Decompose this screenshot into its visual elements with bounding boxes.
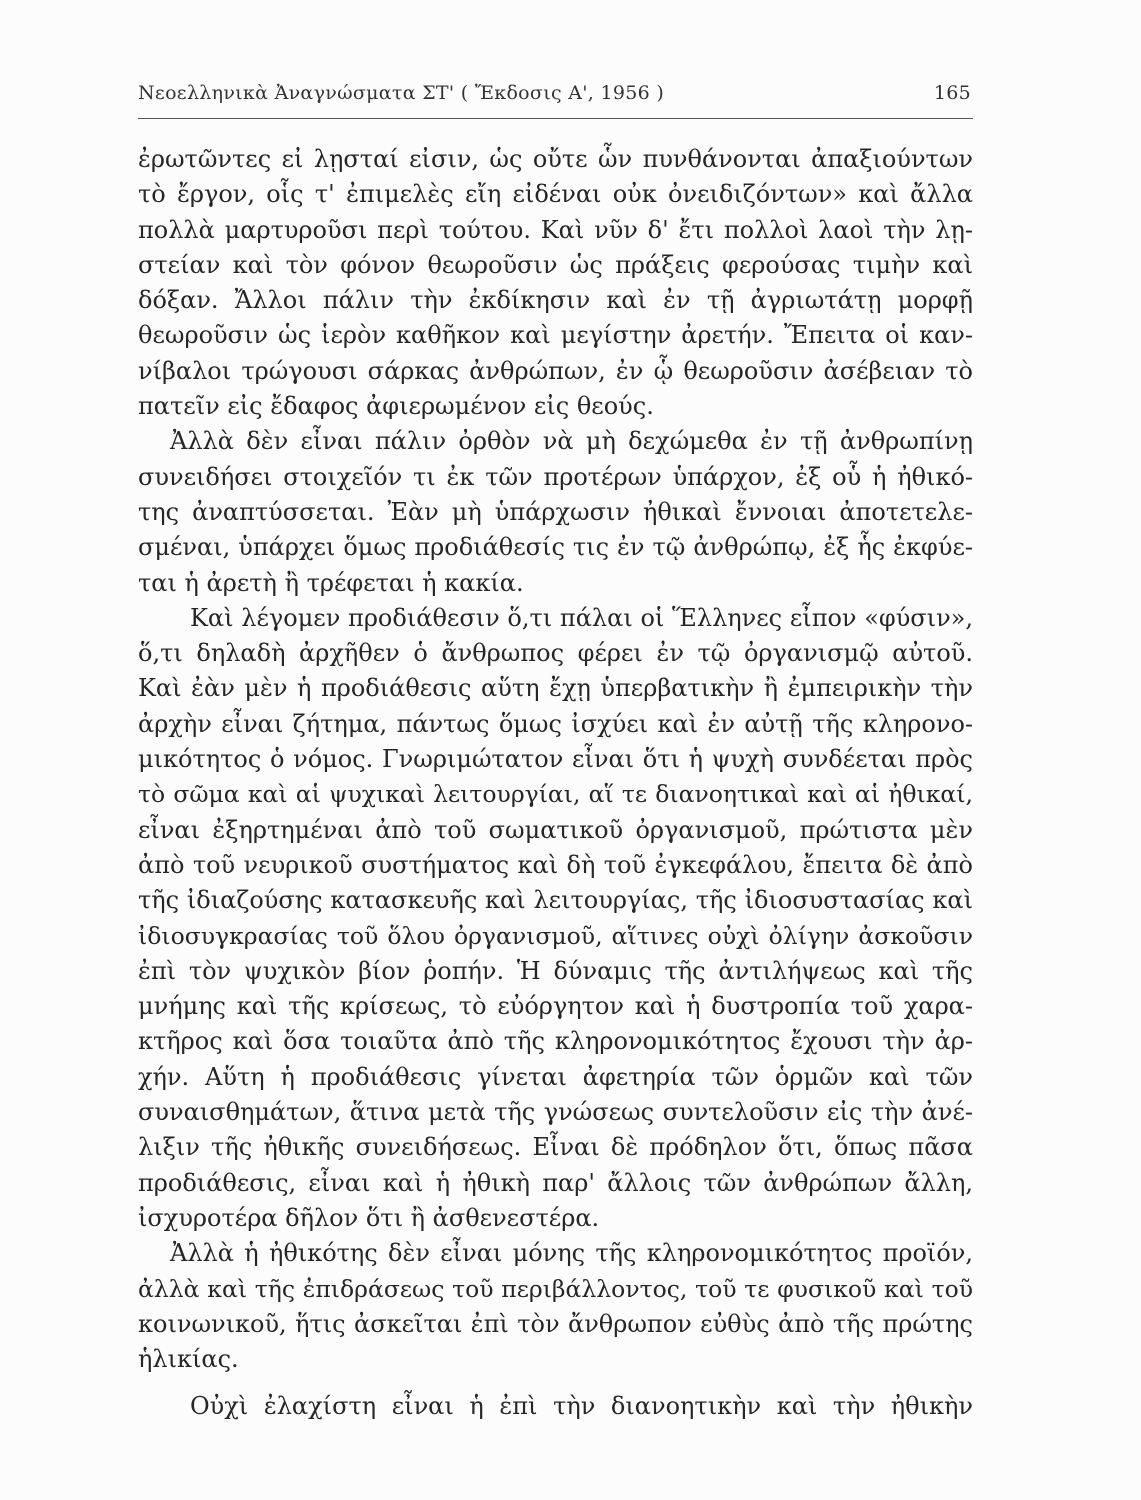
text-line: πολλὰ μαρτυροῦσι περὶ τούτου. Καὶ νῦν δ' ἔτι πολλοὶ λαοὶ τὴν λῃ- (138, 215, 973, 244)
text-line: συναισθημάτων, ἅτινα μετὰ τῆς γνώσεως συντελοῦσιν εἰς τὴν ἀνέ- (138, 1098, 973, 1127)
text-line: ἀπὸ τοῦ νευρικοῦ συστήματος καὶ δὴ τοῦ ἐγκεφάλου, ἔπειτα δὲ ἀπὸ (138, 850, 973, 879)
text-line: Ἀλλὰ δὲν εἶναι πάλιν ὀρθὸν νὰ μὴ δεχώμεθα ἐν τῇ ἀνθρωπίνῃ (170, 427, 973, 456)
text-line: μικότητος ὁ νόμος. Γνωριμώτατον εἶναι ὅτι ἡ ψυχὴ συνδέεται πρὸς (138, 745, 973, 774)
running-head (138, 82, 973, 112)
text-line: ἰσχυροτέρα δῆλον ὅτι ἢ ἀσθενεστέρα. (138, 1203, 600, 1232)
text-line: στείαν καὶ τὸν φόνον θεωροῦσιν ὡς πράξεις φερούσας τιμὴν καὶ (138, 250, 973, 279)
text-line: συνειδήσει στοιχεῖόν τι ἐκ τῶν προτέρων ὑπάρχον, ἐξ οὗ ἡ ἠθικό- (138, 462, 973, 491)
text-line: ἐπὶ τὸν ψυχικὸν βίον ῥοπήν. Ἡ δύναμις τῆς ἀντιλήψεως καὶ τῆς (138, 956, 973, 985)
text-line: σμέναι, ὑπάρχει ὅμως προδιάθεσίς τις ἐν τῷ ἀνθρώπῳ, ἐξ ἧς ἐκφύε- (138, 533, 973, 562)
text-line: κτῆρος καὶ ὅσα τοιαῦτα ἀπὸ τῆς κληρονομικότητος ἔχουσι τὴν ἀρ- (138, 1027, 973, 1056)
text-line: θεωροῦσιν ὡς ἱερὸν καθῆκον καὶ μεγίστην ἀρετήν. Ἔπειτα οἱ καν- (138, 321, 973, 350)
text-line: εἶναι ἐξηρτημέναι ἀπὸ τοῦ σωματικοῦ ὀργανισμοῦ, πρώτιστα μὲν (138, 815, 973, 844)
body-text (138, 142, 973, 1425)
text-line: ἀλλὰ καὶ τῆς ἐπιδράσεως τοῦ περιβάλλοντος, τοῦ τε φυσικοῦ καὶ τοῦ (138, 1274, 973, 1303)
text-line: ἀρχὴν εἶναι ζήτημα, πάντως ὅμως ἰσχύει καὶ ἐν αὐτῇ τῆς κληρονο- (138, 709, 973, 738)
text-line: Καὶ ἐὰν μὲν ἡ προδιάθεσις αὕτη ἔχῃ ὑπερβατικὴν ἢ ἐμπειρικὴν τὴν (138, 674, 973, 703)
text-line: Οὐχὶ ἐλαχίστη εἶναι ἡ ἐπὶ τὴν διανοητικὴν καὶ τὴν ἠθικὴν (190, 1392, 973, 1421)
paragraph-gap (138, 1377, 973, 1389)
text-line: τὸ ἔργον, οἷς τ' ἐπιμελὲς εἴη εἰδέναι οὐκ ὀνειδιζόντων» καὶ ἄλλα (138, 180, 973, 209)
text-line: της ἀναπτύσσεται. Ἐὰν μὴ ὑπάρχωσιν ἠθικαὶ ἔννοιαι ἀποτετελε- (138, 497, 973, 526)
page-number: 165 (933, 82, 971, 104)
text-line: ὅ,τι δηλαδὴ ἀρχῆθεν ὁ ἄνθρωπος φέρει ἐν τῷ ὀργανισμῷ αὐτοῦ. (138, 639, 973, 668)
text-line: κοινωνικοῦ, ἥτις ἀσκεῖται ἐπὶ τὸν ἄνθρωπον εὐθὺς ἀπὸ τῆς πρώτης (138, 1309, 973, 1338)
text-line: ἰδιοσυγκρασίας τοῦ ὅλου ὀργανισμοῦ, αἵτινες οὐχὶ ὀλίγην ἀσκοῦσιν (138, 921, 973, 950)
text-line: μνήμης καὶ τῆς κρίσεως, τὸ εὐόργητον καὶ ἡ δυστροπία τοῦ χαρα- (138, 992, 973, 1021)
text-line: Καὶ λέγομεν προδιάθεσιν ὅ,τι πάλαι οἱ Ἕλληνες εἶπον «φύσιν», (190, 603, 973, 632)
text-line: λιξιν τῆς ἠθικῆς συνειδήσεως. Εἶναι δὲ πρόδηλον ὅτι, ὅπως πᾶσα (138, 1133, 973, 1162)
text-line: δόξαν. Ἄλλοι πάλιν τὴν ἐκδίκησιν καὶ ἐν τῇ ἀγριωτάτῃ μορφῇ (138, 286, 973, 315)
text-line: χήν. Αὕτη ἡ προδιάθεσις γίνεται ἀφετηρία τῶν ὁρμῶν καὶ τῶν (138, 1062, 973, 1091)
text-line: τὸ σῶμα καὶ αἱ ψυχικαὶ λειτουργίαι, αἵ τε διανοητικαὶ καὶ αἱ ἠθικαί, (138, 780, 973, 809)
text-line: προδιάθεσις, εἶναι καὶ ἡ ἠθικὴ παρ' ἄλλοις τῶν ἀνθρώπων ἄλλη, (138, 1168, 973, 1197)
text-line: ἡλικίας. (138, 1345, 239, 1374)
text-line: ἐρωτῶντες εἰ λῃσταί εἰσιν, ὡς οὔτε ὧν πυνθάνονται ἀπαξιούντων (138, 145, 973, 173)
book-title: Νεοελληνικὰ Ἀναγνώσματα ΣΤ' ( Ἔκδοσις Α', 1956 ) (138, 82, 665, 104)
text-line: νίβαλοι τρώγουσι σάρκας ἀνθρώπων, ἐν ᾧ θεωροῦσιν ἀσέβειαν τὸ (138, 356, 973, 385)
text-line: Ἀλλὰ ἡ ἠθικότης δὲν εἶναι μόνης τῆς κληρονομικότητος προϊόν, (170, 1239, 973, 1268)
header-rule (138, 118, 973, 119)
text-line: πατεῖν εἰς ἔδαφος ἀφιερωμένον εἰς θεούς. (138, 392, 654, 421)
text-line: τῆς ἰδιαζούσης κατασκευῆς καὶ λειτουργίας, τῆς ἰδιοσυστασίας καὶ (138, 886, 973, 915)
text-line: ται ἡ ἀρετὴ ἢ τρέφεται ἡ κακία. (138, 568, 524, 597)
